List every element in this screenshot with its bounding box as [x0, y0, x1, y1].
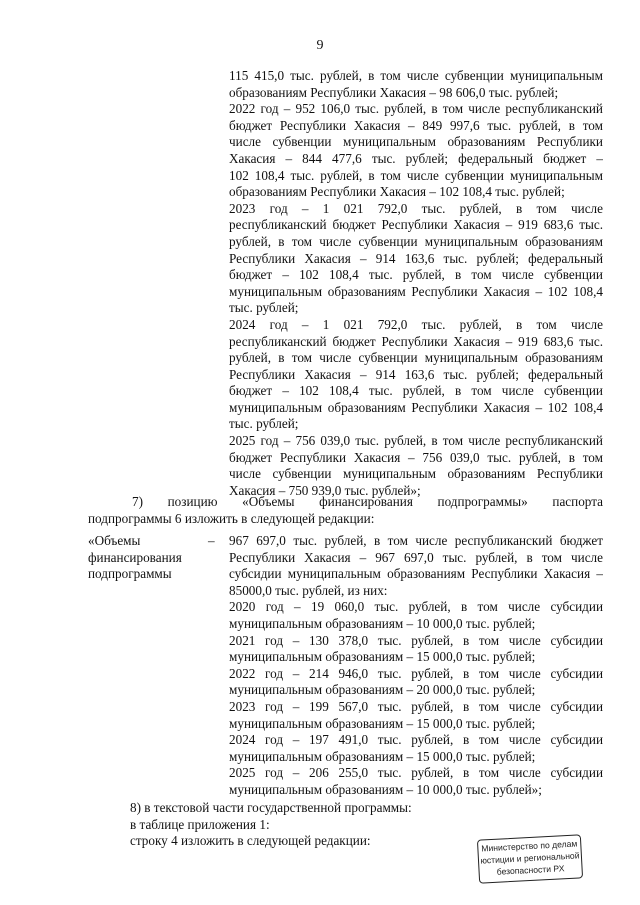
text-line: 2024 год – 1 021 792,0 тыс. рублей, в том числе: [229, 316, 603, 332]
paragraph-line: строку 4 изложить в следующей редакции:: [130, 833, 371, 849]
label-line: подпрограммы: [88, 566, 172, 582]
stamp-line: Министерство по делам: [481, 838, 578, 854]
text-line: 967 697,0 тыс. рублей, в том числе республиканский бюджет: [229, 533, 603, 548]
text-line: бюджет Республики Хакасия – 849 997,6 тыс. рублей, в том: [229, 117, 603, 133]
text-line: 2022 год – 214 946,0 тыс. рублей, в том числе субсидии: [229, 665, 603, 681]
text-line: 2021 год – 130 378,0 тыс. рублей, в том числе субсидии: [229, 632, 603, 648]
text-line: бюджет – 102 108,4 тыс. рублей, в том числе субвенции: [229, 267, 603, 283]
text-line: 102 108,4 тыс. рублей, в том числе субвенции муниципальным: [229, 167, 603, 183]
text-line: республиканский бюджет Республики Хакасия – 919 683,6 тыс.: [229, 333, 603, 349]
text-line: 115 415,0 тыс. рублей, в том числе субвенции муниципальным: [229, 68, 603, 83]
field-dash: –: [208, 533, 215, 548]
text-line: Республики Хакасия – 914 163,6 тыс. рублей; федеральный: [229, 366, 603, 382]
page-number: 9: [316, 38, 324, 53]
text-line: числе субвенции муниципальным образованиям Республики: [229, 134, 603, 150]
text-line: Республики Хакасия – 967 697,0 тыс. рублей, в том числе: [229, 549, 603, 565]
stamp-line: безопасности РХ: [496, 863, 565, 877]
stamp-line: юстиции и региональной: [480, 850, 580, 866]
ministry-stamp: [477, 834, 583, 883]
paragraph-line: 7) позицию «Объемы финансирования подпрограммы» паспорта: [132, 494, 603, 509]
text-line: 2023 год – 199 567,0 тыс. рублей, в том числе субсидии: [229, 698, 603, 714]
text-line: образованиям Республики Хакасия – 102 108,4 тыс. рублей;: [229, 184, 565, 200]
text-line: 85000,0 тыс. рублей, из них:: [229, 582, 388, 598]
text-line: 2025 год – 756 039,0 тыс. рублей, в том числе республиканский: [229, 433, 603, 449]
text-line: муниципальным образованиям – 15 000,0 тыс. рублей;: [229, 715, 536, 731]
text-line: муниципальным образованиям Республики Хакасия – 102 108,4: [229, 283, 603, 299]
text-line: бюджет Республики Хакасия – 756 039,0 тыс. рублей, в том: [229, 449, 603, 465]
text-line: 2025 год – 206 255,0 тыс. рублей, в том числе субсидии: [229, 765, 603, 781]
text-line: муниципальным образованиям – 15 000,0 тыс. рублей;: [229, 748, 536, 764]
text-line: образованиям Республики Хакасия – 98 606,0 тыс. рублей;: [229, 84, 559, 100]
text-line: бюджет – 102 108,4 тыс. рублей, в том числе субвенции: [229, 383, 603, 399]
text-line: муниципальным образованиям – 20 000,0 тыс. рублей;: [229, 682, 536, 698]
text-line: 2022 год – 952 106,0 тыс. рублей, в том числе республиканский: [229, 101, 603, 117]
text-line: тыс. рублей;: [229, 300, 299, 316]
text-line: субсидии муниципальным образованиям Республики Хакасия –: [229, 566, 603, 582]
label-line: «Объемы: [88, 533, 141, 548]
passport-field-label: [88, 533, 208, 583]
text-line: тыс. рублей;: [229, 416, 299, 432]
text-line: Республики Хакасия – 914 163,6 тыс. рублей; федеральный: [229, 250, 603, 266]
paragraph-line: 8) в текстовой части государственной программы:: [130, 800, 412, 815]
paragraph-line: подпрограммы 6 изложить в следующей редакции:: [88, 511, 375, 526]
text-line: 2024 год – 197 491,0 тыс. рублей, в том числе субсидии: [229, 732, 603, 748]
text-line: муниципальным образованиям – 10 000,0 тыс. рублей;: [229, 615, 536, 631]
text-line: 2020 год – 19 060,0 тыс. рублей, в том числе субсидии: [229, 599, 603, 615]
text-line: муниципальным образованиям – 10 000,0 тыс. рублей»;: [229, 781, 542, 797]
text-line: муниципальным образованиям Республики Хакасия – 102 108,4: [229, 399, 603, 415]
text-line: республиканский бюджет Республики Хакасия – 919 683,6 тыс.: [229, 217, 603, 233]
text-line: муниципальным образованиям – 15 000,0 тыс. рублей;: [229, 649, 536, 665]
text-line: Хакасия – 750 939,0 тыс. рублей»;: [229, 482, 421, 498]
subprogram-6-funding-text: [229, 533, 603, 799]
item-7-paragraph: [88, 493, 603, 527]
funding-text-continued: [229, 68, 603, 499]
text-line: рублей, в том числе субвенции муниципальным образованиям: [229, 350, 603, 366]
text-line: числе субвенции муниципальным образованиям Республики: [229, 466, 603, 482]
text-line: рублей, в том числе субвенции муниципальным образованиям: [229, 233, 603, 249]
text-line: 2023 год – 1 021 792,0 тыс. рублей, в том числе: [229, 200, 603, 216]
label-line: финансирования: [88, 549, 182, 565]
text-line: Хакасия – 844 477,6 тыс. рублей; федеральный бюджет –: [229, 150, 603, 166]
paragraph-line: в таблице приложения 1:: [130, 816, 270, 832]
item-8-paragraph: [130, 800, 412, 850]
